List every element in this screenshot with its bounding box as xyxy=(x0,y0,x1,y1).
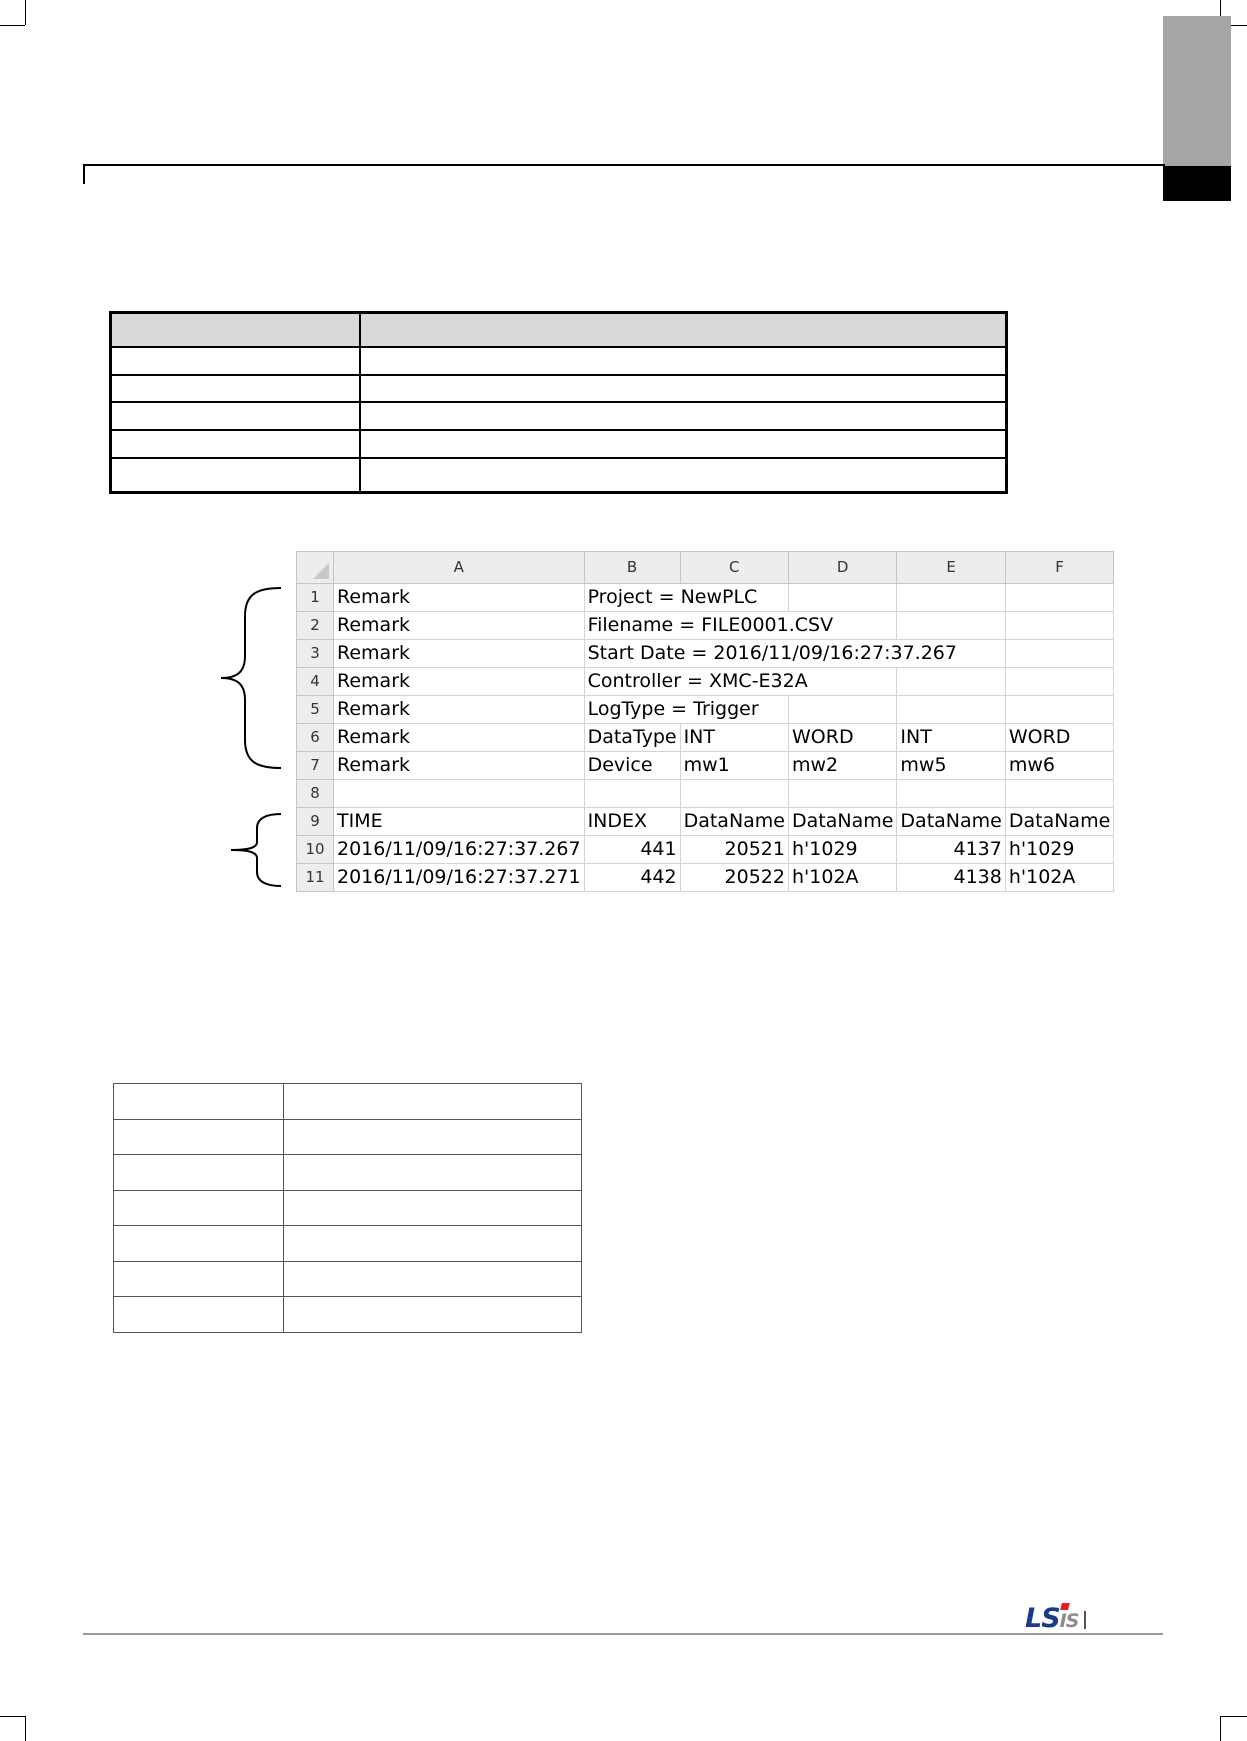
cell[interactable] xyxy=(897,668,1005,696)
cell[interactable] xyxy=(584,780,680,808)
footer-rule xyxy=(83,1633,1163,1635)
table-row xyxy=(114,1261,582,1297)
cell[interactable]: mw2 xyxy=(789,752,897,780)
cell[interactable]: DataType xyxy=(584,724,680,752)
cell[interactable]: h'102A xyxy=(1005,864,1113,892)
column-header[interactable]: C xyxy=(680,552,788,584)
cell[interactable]: Filename = FILE0001.CSV xyxy=(584,612,897,640)
table-cell xyxy=(360,458,1007,493)
table-cell xyxy=(114,1297,284,1333)
cell[interactable] xyxy=(897,584,1005,612)
company-logo xyxy=(1025,1603,1086,1633)
table-cell xyxy=(284,1297,582,1333)
cell[interactable] xyxy=(789,696,897,724)
row-header[interactable]: 2 xyxy=(297,612,334,640)
spec-table-bottom xyxy=(113,1083,582,1333)
cell[interactable]: h'1029 xyxy=(789,836,897,864)
row-header[interactable]: 5 xyxy=(297,696,334,724)
table-cell xyxy=(360,375,1007,403)
logo-is-text: IS xyxy=(1059,1610,1079,1632)
table-row xyxy=(111,430,1007,458)
cell[interactable]: DataName xyxy=(789,808,897,836)
table-row xyxy=(297,808,1114,836)
table-row xyxy=(111,402,1007,430)
table-row xyxy=(114,1297,582,1333)
cell[interactable]: Remark xyxy=(334,640,585,668)
cell[interactable]: mw6 xyxy=(1005,752,1113,780)
cell[interactable]: LogType = Trigger xyxy=(584,696,788,724)
table-cell xyxy=(111,430,361,458)
table-cell xyxy=(360,313,1007,348)
table-row xyxy=(111,347,1007,375)
table-cell xyxy=(284,1190,582,1226)
table-cell xyxy=(114,1226,284,1262)
table-cell xyxy=(114,1084,284,1120)
cell[interactable]: mw1 xyxy=(680,752,788,780)
table-cell xyxy=(114,1119,284,1155)
table-row xyxy=(297,864,1114,892)
cell[interactable]: WORD xyxy=(1005,724,1113,752)
table-cell xyxy=(114,1261,284,1297)
cell[interactable] xyxy=(789,584,897,612)
cell[interactable]: Device xyxy=(584,752,680,780)
column-header[interactable]: B xyxy=(584,552,680,584)
cell[interactable]: Remark xyxy=(334,612,585,640)
cell[interactable]: 2016/11/09/16:27:37.271 xyxy=(334,864,585,892)
row-header[interactable]: 11 xyxy=(297,864,334,892)
row-header[interactable]: 4 xyxy=(297,668,334,696)
cell[interactable]: Remark xyxy=(334,724,585,752)
table-row xyxy=(114,1226,582,1262)
cell[interactable]: 4137 xyxy=(897,836,1005,864)
table-row xyxy=(114,1084,582,1120)
cell[interactable]: 4138 xyxy=(897,864,1005,892)
logo-divider xyxy=(1084,1611,1086,1629)
cell[interactable]: Remark xyxy=(334,584,585,612)
cell[interactable]: Project = NewPLC xyxy=(584,584,788,612)
crop-mark-bottom-left-h xyxy=(0,1716,25,1717)
table-row xyxy=(297,836,1114,864)
cell[interactable] xyxy=(789,780,897,808)
cell[interactable]: Controller = XMC-E32A xyxy=(584,668,897,696)
chapter-tab xyxy=(1163,16,1231,166)
table-row xyxy=(297,780,1114,808)
crop-mark-bottom-left-v xyxy=(25,1716,26,1741)
table-cell xyxy=(284,1119,582,1155)
logo-ls-text: LS xyxy=(1025,1603,1060,1634)
row-header[interactable]: 1 xyxy=(297,584,334,612)
select-all-corner[interactable] xyxy=(297,552,334,584)
table-cell xyxy=(111,458,361,493)
table-row xyxy=(297,752,1114,780)
chapter-tab-marker xyxy=(1163,166,1231,201)
row-header[interactable]: 9 xyxy=(297,808,334,836)
cell[interactable]: 20522 xyxy=(680,864,788,892)
cell[interactable]: INT xyxy=(897,724,1005,752)
row-header[interactable]: 8 xyxy=(297,780,334,808)
column-header[interactable]: A xyxy=(334,552,585,584)
table-cell xyxy=(114,1190,284,1226)
cell[interactable]: INDEX xyxy=(584,808,680,836)
logo-accent-mark xyxy=(1060,1603,1070,1610)
cell[interactable] xyxy=(1005,640,1113,668)
cell[interactable]: Remark xyxy=(334,696,585,724)
cell[interactable] xyxy=(1005,584,1113,612)
cell[interactable] xyxy=(680,780,788,808)
column-header[interactable]: D xyxy=(789,552,897,584)
table-row xyxy=(111,458,1007,493)
cell[interactable] xyxy=(1005,612,1113,640)
table-cell xyxy=(114,1155,284,1191)
cell[interactable]: h'1029 xyxy=(1005,836,1113,864)
table-cell xyxy=(111,402,361,430)
table-row xyxy=(297,696,1114,724)
header-rule xyxy=(83,164,1165,166)
column-header[interactable]: E xyxy=(897,552,1005,584)
cell[interactable]: mw5 xyxy=(897,752,1005,780)
table-cell xyxy=(284,1261,582,1297)
header-rule-tick xyxy=(83,164,85,184)
cell[interactable]: INT xyxy=(680,724,788,752)
table-row xyxy=(297,584,1114,612)
cell[interactable] xyxy=(897,612,1005,640)
crop-mark-bottom-right-v xyxy=(1220,1716,1221,1741)
cell[interactable]: 2016/11/09/16:27:37.267 xyxy=(334,836,585,864)
table-row xyxy=(297,668,1114,696)
cell[interactable]: 441 xyxy=(584,836,680,864)
cell[interactable] xyxy=(1005,780,1113,808)
crop-mark-bottom-right-h xyxy=(1220,1716,1247,1717)
column-header[interactable]: F xyxy=(1005,552,1113,584)
table-row xyxy=(114,1190,582,1226)
table-cell xyxy=(111,375,361,403)
cell[interactable] xyxy=(897,780,1005,808)
table-row xyxy=(114,1155,582,1191)
table-cell xyxy=(360,347,1007,375)
table-row xyxy=(111,375,1007,403)
table-cell xyxy=(284,1155,582,1191)
cell[interactable] xyxy=(334,780,585,808)
table-cell xyxy=(360,430,1007,458)
cell[interactable]: 20521 xyxy=(680,836,788,864)
cell[interactable] xyxy=(897,696,1005,724)
row-header[interactable]: 10 xyxy=(297,836,334,864)
spec-table-top xyxy=(109,311,1008,494)
cell[interactable] xyxy=(1005,696,1113,724)
cell[interactable]: DataName xyxy=(680,808,788,836)
table-row xyxy=(297,612,1114,640)
cell[interactable]: WORD xyxy=(789,724,897,752)
table-cell xyxy=(360,402,1007,430)
cell[interactable]: DataName xyxy=(897,808,1005,836)
cell[interactable]: Remark xyxy=(334,668,585,696)
row-header[interactable]: 6 xyxy=(297,724,334,752)
cell[interactable]: TIME xyxy=(334,808,585,836)
table-row xyxy=(297,640,1114,668)
table-row xyxy=(297,724,1114,752)
table-cell xyxy=(284,1226,582,1262)
table-row xyxy=(114,1119,582,1155)
crop-mark-top-left-h xyxy=(0,25,25,26)
crop-mark-top-left-v xyxy=(25,0,26,25)
csv-spreadsheet xyxy=(296,551,1114,892)
header-section-brace xyxy=(215,586,285,770)
table-cell xyxy=(284,1084,582,1120)
data-section-brace xyxy=(225,812,285,888)
cell[interactable] xyxy=(1005,668,1113,696)
column-header-row xyxy=(297,552,1114,584)
row-header[interactable]: 7 xyxy=(297,752,334,780)
row-header[interactable]: 3 xyxy=(297,640,334,668)
cell[interactable]: Remark xyxy=(334,752,585,780)
cell[interactable]: DataName xyxy=(1005,808,1113,836)
cell[interactable]: 442 xyxy=(584,864,680,892)
cell[interactable]: h'102A xyxy=(789,864,897,892)
cell[interactable]: Start Date = 2016/11/09/16:27:37.267 xyxy=(584,640,1005,668)
table-cell xyxy=(111,347,361,375)
table-header-row xyxy=(111,313,1007,348)
table-cell xyxy=(111,313,361,348)
